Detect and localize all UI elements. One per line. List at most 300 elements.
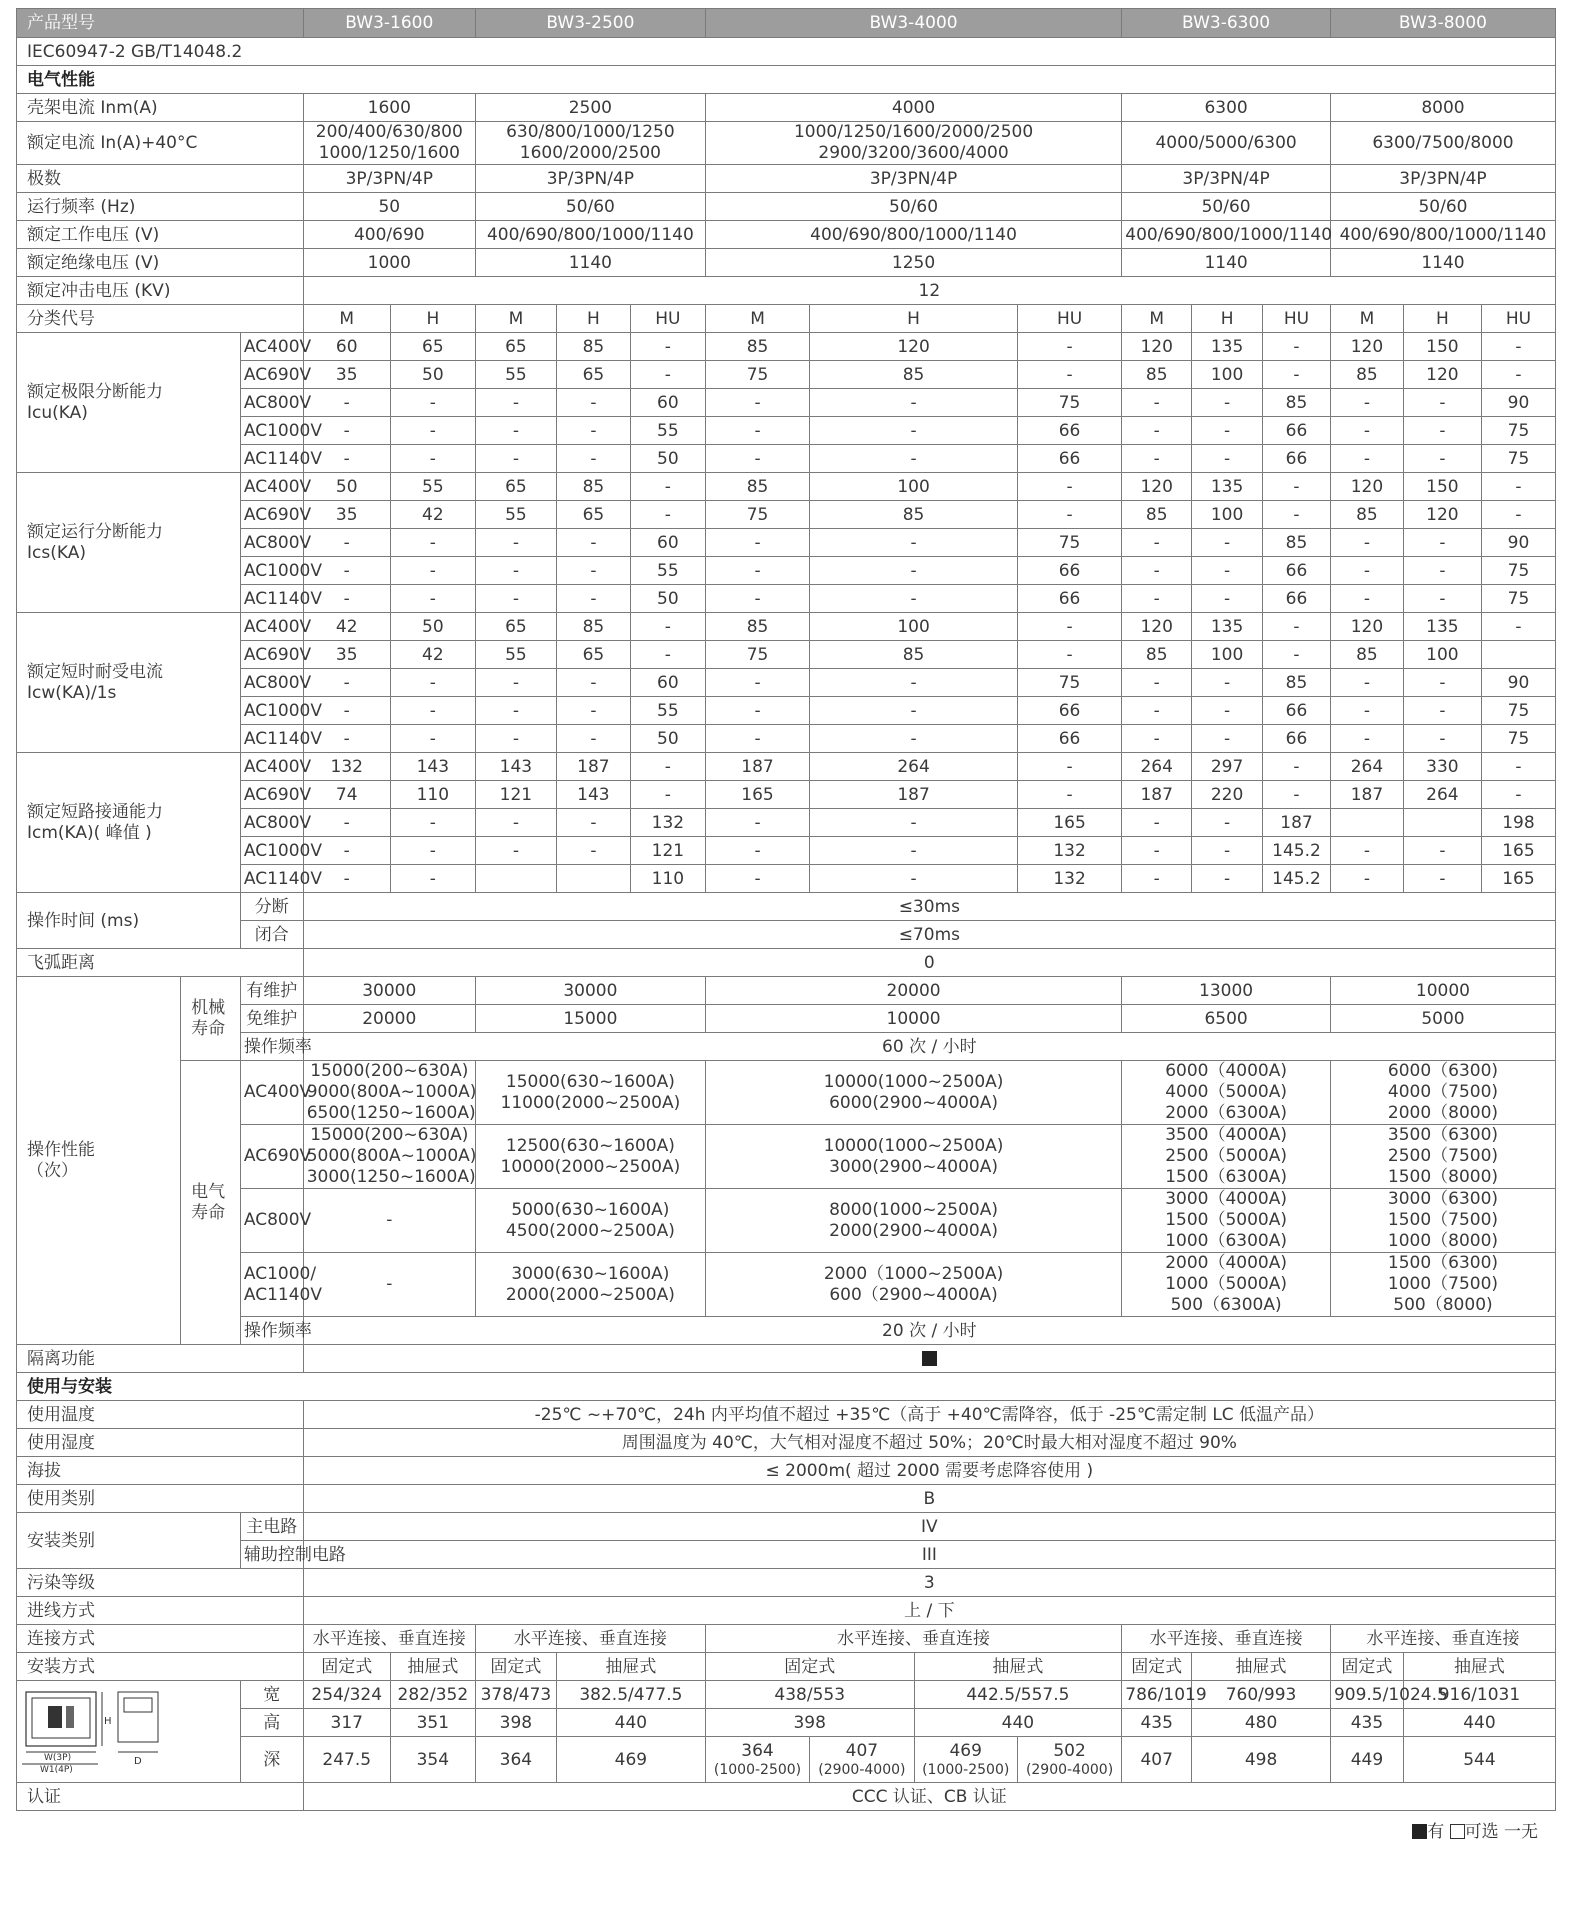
- width-value: 382.5/477.5: [556, 1681, 705, 1709]
- height-value: 398: [705, 1709, 914, 1737]
- elec-life-value: 10000(1000~2500A) 6000(2900~4000A): [705, 1061, 1121, 1125]
- breaking-value: -: [556, 445, 630, 473]
- endurance-label: 操作性能 （次）: [17, 977, 181, 1345]
- elec-voltage-label: AC800V: [240, 1189, 303, 1253]
- voltage-label: AC400V: [240, 473, 303, 501]
- breaking-value: 66: [1017, 557, 1121, 585]
- frame-current-value: 4000: [705, 94, 1121, 122]
- class-code: H: [1403, 305, 1481, 333]
- frequency-value: 50/60: [1330, 193, 1555, 221]
- depth-value: 354: [390, 1737, 475, 1783]
- breaking-value: -: [303, 809, 390, 837]
- frequency-value: 50: [303, 193, 475, 221]
- breaking-value: -: [1192, 585, 1263, 613]
- breaking-value: -: [810, 417, 1018, 445]
- breaking-value: 100: [1403, 641, 1481, 669]
- table-row: [17, 1737, 1556, 1783]
- width-value: 254/324: [303, 1681, 390, 1709]
- depth-note: (1000-2500): [922, 1761, 1010, 1778]
- breaking-value: 42: [390, 641, 475, 669]
- breaking-value: 85: [1263, 389, 1331, 417]
- breaking-value: -: [1122, 529, 1192, 557]
- breaking-value: 66: [1017, 725, 1121, 753]
- breaking-value: 66: [1263, 725, 1331, 753]
- mech-life-label: 机械 寿命: [181, 977, 241, 1061]
- depth-label: 深: [240, 1737, 303, 1783]
- breaking-value: 100: [1192, 641, 1263, 669]
- table-row: [17, 417, 1556, 445]
- breaking-value: 135: [1192, 613, 1263, 641]
- breaking-value: 85: [1122, 501, 1192, 529]
- class-code: M: [1122, 305, 1192, 333]
- main-circuit-value: IV: [303, 1513, 1555, 1541]
- usage-value: -25℃ ~+70℃，24h 内平均值不超过 +35℃（高于 +40℃需降容，低于 -25℃需定制 LC 低温产品）: [303, 1401, 1555, 1429]
- breaking-value: -: [1192, 389, 1263, 417]
- breaking-value: -: [390, 529, 475, 557]
- breaking-value: -: [1263, 753, 1331, 781]
- breaking-group-label: 额定短路接通能力 Icm(KA)( 峰值 ): [17, 753, 241, 893]
- breaking-value: -: [1330, 669, 1403, 697]
- mounting-value: 固定式: [475, 1653, 556, 1681]
- breaking-value: -: [1122, 389, 1192, 417]
- breaking-value: -: [705, 417, 809, 445]
- breaking-group-label: 额定极限分断能力 Icu(KA): [17, 333, 241, 473]
- breaking-value: 120: [1122, 613, 1192, 641]
- table-row: [17, 165, 1556, 193]
- breaking-value: -: [1122, 809, 1192, 837]
- depth-value: 364: [475, 1737, 556, 1783]
- breaker-dimension-diagram: [18, 1686, 238, 1775]
- table-row: [17, 94, 1556, 122]
- breaking-value: -: [475, 809, 556, 837]
- usage-label: 使用温度: [17, 1401, 304, 1429]
- free-label: 免维护: [240, 1005, 303, 1033]
- free-value: 15000: [475, 1005, 705, 1033]
- breaking-value: 50: [630, 585, 705, 613]
- breaking-value: [1481, 641, 1555, 669]
- width-value: 442.5/557.5: [914, 1681, 1122, 1709]
- breaking-value: 100: [1192, 501, 1263, 529]
- elec-life-value: 15000(200~630A) 9000(800A~1000A) 6500(1250~1600A): [303, 1061, 475, 1125]
- table-row: [17, 977, 1556, 1005]
- breaking-value: -: [1403, 697, 1481, 725]
- filled-square-icon: [1412, 1824, 1427, 1839]
- breaking-value: -: [1192, 837, 1263, 865]
- depth-note: (1000-2500): [713, 1761, 802, 1778]
- breaking-value: -: [1481, 613, 1555, 641]
- breaking-value: 85: [1122, 361, 1192, 389]
- pollution-value: 3: [303, 1569, 1555, 1597]
- breaking-value: -: [1192, 865, 1263, 893]
- breaking-value: -: [630, 781, 705, 809]
- breaking-value: -: [556, 669, 630, 697]
- breaking-value: -: [1263, 501, 1331, 529]
- mounting-value: 抽屉式: [556, 1653, 705, 1681]
- breaking-value: 135: [1192, 333, 1263, 361]
- insulation-voltage-value: 1140: [1330, 249, 1555, 277]
- voltage-label: AC1000V: [240, 557, 303, 585]
- breaking-value: -: [1122, 697, 1192, 725]
- elec-life-value: -: [303, 1189, 475, 1253]
- elec-voltage-label: AC1000/ AC1140V: [240, 1253, 303, 1317]
- legend-none: 一无: [1504, 1822, 1538, 1842]
- spec-table: [16, 8, 1556, 1811]
- table-row: [17, 697, 1556, 725]
- voltage-label: AC400V: [240, 753, 303, 781]
- elec-life-value: 12500(630~1600A) 10000(2000~2500A): [475, 1125, 705, 1189]
- breaking-value: 66: [1017, 697, 1121, 725]
- cert-label: 认证: [17, 1783, 304, 1811]
- breaking-value: -: [1481, 753, 1555, 781]
- breaking-value: -: [475, 557, 556, 585]
- breaking-value: -: [1403, 445, 1481, 473]
- table-row: [17, 893, 1556, 921]
- breaking-value: -: [1481, 501, 1555, 529]
- maint-value: 13000: [1122, 977, 1331, 1005]
- elec-life-label: 电气 寿命: [181, 1061, 241, 1345]
- breaking-value: 65: [475, 613, 556, 641]
- mounting-value: 抽屉式: [914, 1653, 1122, 1681]
- breaking-value: 35: [303, 361, 390, 389]
- table-row: [17, 473, 1556, 501]
- model-header: BW3-8000: [1330, 9, 1555, 38]
- table-row: [17, 921, 1556, 949]
- breaking-value: 50: [390, 361, 475, 389]
- model-header: BW3-2500: [475, 9, 705, 38]
- table-row: [17, 1513, 1556, 1541]
- breaking-value: -: [1192, 669, 1263, 697]
- frame-current-label: 壳架电流 Inm(A): [17, 94, 304, 122]
- breaking-value: -: [303, 529, 390, 557]
- breaking-value: 66: [1017, 585, 1121, 613]
- breaking-value: 66: [1017, 417, 1121, 445]
- maint-value: 30000: [475, 977, 705, 1005]
- breaking-value: -: [1192, 445, 1263, 473]
- breaking-value: 75: [1481, 445, 1555, 473]
- breaking-value: -: [303, 445, 390, 473]
- breaking-value: 85: [705, 333, 809, 361]
- breaking-value: -: [1017, 781, 1121, 809]
- table-row: [17, 389, 1556, 417]
- class-code: M: [475, 305, 556, 333]
- aux-circuit-value: III: [303, 1541, 1555, 1569]
- breaking-value: 85: [1330, 641, 1403, 669]
- wiring-value: 上 / 下: [303, 1597, 1555, 1625]
- table-row: [17, 1709, 1556, 1737]
- breaking-group-label: 额定短时耐受电流 Icw(KA)/1s: [17, 613, 241, 753]
- breaking-value: -: [390, 669, 475, 697]
- usage-value: B: [303, 1485, 1555, 1513]
- breaking-value: -: [1263, 473, 1331, 501]
- breaking-value: 75: [705, 501, 809, 529]
- class-code: HU: [630, 305, 705, 333]
- breaking-value: -: [556, 809, 630, 837]
- arc-value: 0: [303, 949, 1555, 977]
- breaking-value: -: [556, 529, 630, 557]
- breaking-value: -: [630, 361, 705, 389]
- breaking-value: -: [1403, 585, 1481, 613]
- table-row: [17, 1253, 1556, 1317]
- breaking-value: 120: [1330, 333, 1403, 361]
- arc-label: 飞弧距离: [17, 949, 304, 977]
- depth-note: (2900-4000): [1025, 1761, 1114, 1778]
- breaking-value: 198: [1481, 809, 1555, 837]
- free-value: 5000: [1330, 1005, 1555, 1033]
- height-value: 398: [475, 1709, 556, 1737]
- breaking-value: -: [303, 697, 390, 725]
- breaking-value: 65: [475, 333, 556, 361]
- breaking-value: -: [1122, 417, 1192, 445]
- class-code: H: [810, 305, 1018, 333]
- height-value: 435: [1122, 1709, 1192, 1737]
- breaking-group-label: 额定运行分断能力 Ics(KA): [17, 473, 241, 613]
- breaking-value: -: [303, 725, 390, 753]
- table-row: [17, 529, 1556, 557]
- breaking-value: -: [810, 529, 1018, 557]
- class-code-label: 分类代号: [17, 305, 304, 333]
- breaking-value: 120: [810, 333, 1018, 361]
- breaking-value: -: [1403, 417, 1481, 445]
- breaking-value: 132: [1017, 865, 1121, 893]
- breaking-value: -: [1122, 865, 1192, 893]
- insulation-voltage-value: 1000: [303, 249, 475, 277]
- height-value: 440: [556, 1709, 705, 1737]
- breaking-value: 143: [475, 753, 556, 781]
- breaking-value: 75: [705, 641, 809, 669]
- breaking-value: -: [810, 809, 1018, 837]
- breaking-value: 264: [1330, 753, 1403, 781]
- breaking-value: -: [303, 837, 390, 865]
- breaking-value: 135: [1403, 613, 1481, 641]
- insulation-voltage-value: 1140: [1122, 249, 1331, 277]
- breaking-value: 165: [1481, 865, 1555, 893]
- breaking-value: -: [1263, 781, 1331, 809]
- elec-life-value: 3000(630~1600A) 2000(2000~2500A): [475, 1253, 705, 1317]
- breaking-value: 85: [1263, 529, 1331, 557]
- legend: [16, 1811, 1556, 1842]
- breaking-value: -: [630, 333, 705, 361]
- frame-current-value: 6300: [1122, 94, 1331, 122]
- isolation-label: 隔离功能: [17, 1345, 304, 1373]
- op-open-label: 分断: [240, 893, 303, 921]
- frequency-value: 50/60: [705, 193, 1121, 221]
- breaking-value: -: [1403, 725, 1481, 753]
- rated-current-value: 4000/5000/6300: [1122, 122, 1331, 165]
- breaking-value: -: [705, 585, 809, 613]
- elec-life-value: 6000（6300) 4000（7500) 2000（8000): [1330, 1061, 1555, 1125]
- breaking-value: 35: [303, 641, 390, 669]
- connection-value: 水平连接、垂直连接: [303, 1625, 475, 1653]
- breaking-value: 55: [390, 473, 475, 501]
- voltage-label: AC1140V: [240, 725, 303, 753]
- breaking-value: 66: [1263, 557, 1331, 585]
- poles-value: 3P/3PN/4P: [1330, 165, 1555, 193]
- height-value: 440: [914, 1709, 1122, 1737]
- breaking-value: 66: [1263, 585, 1331, 613]
- breaking-value: -: [1263, 641, 1331, 669]
- free-value: 10000: [705, 1005, 1121, 1033]
- breaking-value: 55: [475, 641, 556, 669]
- table-row: [17, 221, 1556, 249]
- frame-current-value: 2500: [475, 94, 705, 122]
- breaking-value: 143: [390, 753, 475, 781]
- voltage-label: AC1000V: [240, 417, 303, 445]
- table-row: [17, 1681, 1556, 1709]
- breaking-value: 187: [1263, 809, 1331, 837]
- mounting-value: 固定式: [1330, 1653, 1403, 1681]
- poles-label: 极数: [17, 165, 304, 193]
- breaking-value: -: [810, 389, 1018, 417]
- free-value: 6500: [1122, 1005, 1331, 1033]
- table-row: [17, 1597, 1556, 1625]
- width-value: 378/473: [475, 1681, 556, 1709]
- breaking-value: 90: [1481, 389, 1555, 417]
- breaking-value: -: [1481, 473, 1555, 501]
- class-code: M: [1330, 305, 1403, 333]
- voltage-label: AC1140V: [240, 585, 303, 613]
- depth-value: 407 (2900-4000): [810, 1737, 914, 1783]
- table-row: [17, 1429, 1556, 1457]
- breaking-value: -: [303, 865, 390, 893]
- breaking-value: 121: [475, 781, 556, 809]
- table-row: [17, 1317, 1556, 1345]
- rated-current-value: 630/800/1000/1250 1600/2000/2500: [475, 122, 705, 165]
- breaking-value: -: [1017, 753, 1121, 781]
- breaking-value: 75: [1017, 529, 1121, 557]
- breaking-value: -: [630, 501, 705, 529]
- breaking-value: 65: [390, 333, 475, 361]
- mounting-value: 抽屉式: [1403, 1653, 1555, 1681]
- breaking-value: 60: [630, 529, 705, 557]
- breaking-value: 120: [1122, 333, 1192, 361]
- table-row: [17, 1373, 1556, 1401]
- breaking-value: -: [1017, 361, 1121, 389]
- breaking-value: -: [390, 809, 475, 837]
- table-row: [17, 753, 1556, 781]
- breaking-value: -: [705, 529, 809, 557]
- breaking-value: -: [1481, 361, 1555, 389]
- breaking-value: -: [556, 837, 630, 865]
- breaking-value: -: [1481, 333, 1555, 361]
- breaking-value: -: [1017, 613, 1121, 641]
- table-row: [17, 1033, 1556, 1061]
- breaking-value: -: [1122, 585, 1192, 613]
- breaking-value: 297: [1192, 753, 1263, 781]
- mounting-value: 固定式: [303, 1653, 390, 1681]
- depth-value: 469 (1000-2500): [914, 1737, 1017, 1783]
- height-value: 440: [1403, 1709, 1555, 1737]
- breaking-value: 132: [303, 753, 390, 781]
- breaking-value: -: [630, 641, 705, 669]
- breaking-value: -: [390, 389, 475, 417]
- breaking-value: -: [1192, 809, 1263, 837]
- breaking-value: -: [303, 417, 390, 445]
- breaking-value: -: [1330, 557, 1403, 585]
- breaking-value: 90: [1481, 529, 1555, 557]
- breaking-value: -: [705, 725, 809, 753]
- legend-has: 有: [1427, 1822, 1445, 1842]
- voltage-label: AC800V: [240, 809, 303, 837]
- elec-voltage-label: AC690V: [240, 1125, 303, 1189]
- breaking-value: 100: [1192, 361, 1263, 389]
- breaking-value: 187: [810, 781, 1018, 809]
- breaking-value: -: [390, 865, 475, 893]
- breaking-value: 75: [1017, 389, 1121, 417]
- table-row: [17, 585, 1556, 613]
- breaking-value: -: [1192, 417, 1263, 445]
- breaking-value: 220: [1192, 781, 1263, 809]
- poles-value: 3P/3PN/4P: [475, 165, 705, 193]
- breaking-value: 85: [1263, 669, 1331, 697]
- breaking-value: 330: [1403, 753, 1481, 781]
- breaking-value: -: [475, 697, 556, 725]
- breaking-value: -: [1330, 865, 1403, 893]
- breaking-value: 66: [1263, 697, 1331, 725]
- breaking-value: 75: [1481, 697, 1555, 725]
- op-close-label: 闭合: [240, 921, 303, 949]
- voltage-label: AC690V: [240, 641, 303, 669]
- breaking-value: -: [810, 865, 1018, 893]
- breaking-value: 110: [630, 865, 705, 893]
- breaking-value: -: [705, 389, 809, 417]
- work-voltage-value: 400/690/800/1000/1140: [705, 221, 1121, 249]
- poles-value: 3P/3PN/4P: [705, 165, 1121, 193]
- table-row: [17, 193, 1556, 221]
- elec-life-value: 3500（4000A) 2500（5000A) 1500（6300A): [1122, 1125, 1331, 1189]
- table-row: [17, 1345, 1556, 1373]
- header-label: 产品型号: [17, 9, 304, 38]
- breaking-value: -: [303, 669, 390, 697]
- table-row: [17, 1401, 1556, 1429]
- breaking-value: -: [390, 697, 475, 725]
- breaking-value: 50: [303, 473, 390, 501]
- voltage-label: AC690V: [240, 781, 303, 809]
- breaking-value: -: [810, 725, 1018, 753]
- usage-label: 海拔: [17, 1457, 304, 1485]
- breaking-value: -: [475, 389, 556, 417]
- elec-life-value: 2000（1000~2500A) 600（2900~4000A): [705, 1253, 1121, 1317]
- breaking-value: 85: [705, 473, 809, 501]
- breaking-value: -: [1017, 641, 1121, 669]
- table-row: [17, 1189, 1556, 1253]
- breaking-value: 60: [630, 389, 705, 417]
- breaking-value: -: [810, 669, 1018, 697]
- maint-value: 30000: [303, 977, 475, 1005]
- width-value: 438/553: [705, 1681, 914, 1709]
- depth-value: 498: [1192, 1737, 1331, 1783]
- connection-label: 连接方式: [17, 1625, 304, 1653]
- poles-value: 3P/3PN/4P: [303, 165, 475, 193]
- insulation-voltage-value: 1140: [475, 249, 705, 277]
- connection-value: 水平连接、垂直连接: [475, 1625, 705, 1653]
- table-row: [17, 1485, 1556, 1513]
- voltage-label: AC1140V: [240, 445, 303, 473]
- width-value: 909.5/1024.5: [1330, 1681, 1403, 1709]
- breaking-value: -: [1192, 557, 1263, 585]
- breaking-value: 165: [1017, 809, 1121, 837]
- breaking-value: 55: [475, 361, 556, 389]
- width-label: 宽: [240, 1681, 303, 1709]
- elec-freq-label: 操作频率: [240, 1317, 303, 1345]
- breaking-value: 143: [556, 781, 630, 809]
- breaking-value: [1330, 809, 1403, 837]
- breaking-value: -: [475, 725, 556, 753]
- pollution-label: 污染等级: [17, 1569, 304, 1597]
- elec-life-value: 1500（6300) 1000（7500) 500（8000): [1330, 1253, 1555, 1317]
- rated-current-value: 1000/1250/1600/2000/2500 2900/3200/3600/4000: [705, 122, 1121, 165]
- voltage-label: AC800V: [240, 529, 303, 557]
- poles-value: 3P/3PN/4P: [1122, 165, 1331, 193]
